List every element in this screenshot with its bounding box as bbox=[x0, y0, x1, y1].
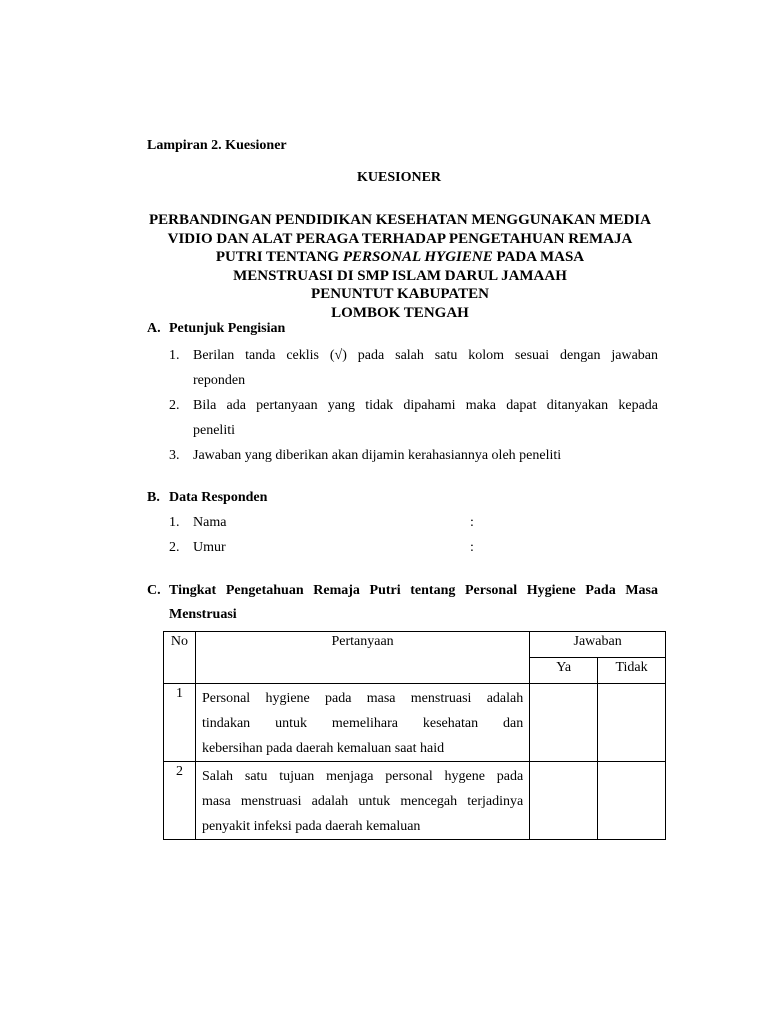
field-number: 1. bbox=[169, 515, 180, 530]
title-italic-term: PERSONAL HYGIENE bbox=[342, 249, 493, 265]
instruction-item-continuation: peneliti bbox=[193, 423, 235, 438]
section-a-title: Petunjuk Pengisian bbox=[169, 321, 286, 336]
title-line: PUTRI TENTANG PERSONAL HYGIENE PADA MASA bbox=[215, 249, 585, 265]
header-question: Pertanyaan bbox=[195, 632, 529, 684]
knowledge-table bbox=[163, 631, 666, 840]
answer-yes-cell[interactable] bbox=[530, 684, 598, 762]
table-header-row bbox=[164, 632, 666, 658]
instruction-item-text: Berilan tanda ceklis (√) pada salah satu kolom sesuai dengan jawaban bbox=[193, 348, 658, 363]
title-line: LOMBOK TENGAH bbox=[331, 304, 469, 321]
section-c-title-continuation: Menstruasi bbox=[169, 607, 237, 622]
row-number: 2 bbox=[164, 762, 196, 840]
header-answer: Jawaban bbox=[530, 632, 666, 658]
question-text: Personal hygiene pada masa menstruasi adalah tindakan untuk memelihara kesehatan dan kebersihan pada daerah kemaluan saat haid bbox=[195, 684, 529, 762]
header-yes: Ya bbox=[530, 658, 598, 684]
answer-yes-cell[interactable] bbox=[530, 762, 598, 840]
header-no-answer: Tidak bbox=[598, 658, 666, 684]
attachment-label: Lampiran 2. Kuesioner bbox=[147, 138, 287, 153]
instruction-item-text: Jawaban yang diberikan akan dijamin kerahasiannya oleh peneliti bbox=[193, 448, 562, 463]
question-text: Salah satu tujuan menjaga personal hygene pada masa menstruasi adalah untuk mencegah terjadinya penyakit infeksi pada daerah kemaluan bbox=[195, 762, 529, 840]
field-number: 2. bbox=[169, 540, 180, 555]
section-a-letter: A. bbox=[147, 321, 161, 336]
field-colon: : bbox=[470, 540, 474, 555]
table-row bbox=[164, 762, 666, 840]
title-line: PERBANDINGAN PENDIDIKAN KESEHATAN MENGGUNAKAN MEDIA bbox=[149, 212, 651, 228]
instruction-number: 1. bbox=[169, 348, 180, 363]
section-c-letter: C. bbox=[147, 583, 161, 598]
title-line: VIDIO DAN ALAT PERAGA TERHADAP PENGETAHUAN REMAJA bbox=[167, 230, 633, 247]
questionnaire-heading: KUESIONER bbox=[357, 170, 442, 185]
section-b-letter: B. bbox=[147, 490, 160, 505]
instruction-number: 2. bbox=[169, 398, 180, 413]
document-title bbox=[100, 211, 700, 322]
answer-no-cell[interactable] bbox=[598, 762, 666, 840]
field-label-age: Umur bbox=[193, 540, 226, 555]
row-number: 1 bbox=[164, 684, 196, 762]
instruction-item-continuation: reponden bbox=[193, 373, 246, 388]
header-no: No bbox=[164, 632, 196, 684]
answer-no-cell[interactable] bbox=[598, 684, 666, 762]
table-row bbox=[164, 684, 666, 762]
instruction-number: 3. bbox=[169, 448, 180, 463]
instruction-item-text: Bila ada pertanyaan yang tidak dipahami maka dapat ditanyakan kepada bbox=[193, 398, 658, 413]
field-colon: : bbox=[470, 515, 474, 530]
title-line: MENSTRUASI DI SMP ISLAM DARUL JAMAAH bbox=[233, 267, 567, 284]
title-line: PENUNTUT KABUPATEN bbox=[311, 286, 489, 302]
section-b-title: Data Responden bbox=[169, 490, 268, 505]
section-c-title: Tingkat Pengetahuan Remaja Putri tentang Personal Hygiene Pada Masa bbox=[169, 583, 658, 598]
field-label-name: Nama bbox=[193, 515, 227, 530]
